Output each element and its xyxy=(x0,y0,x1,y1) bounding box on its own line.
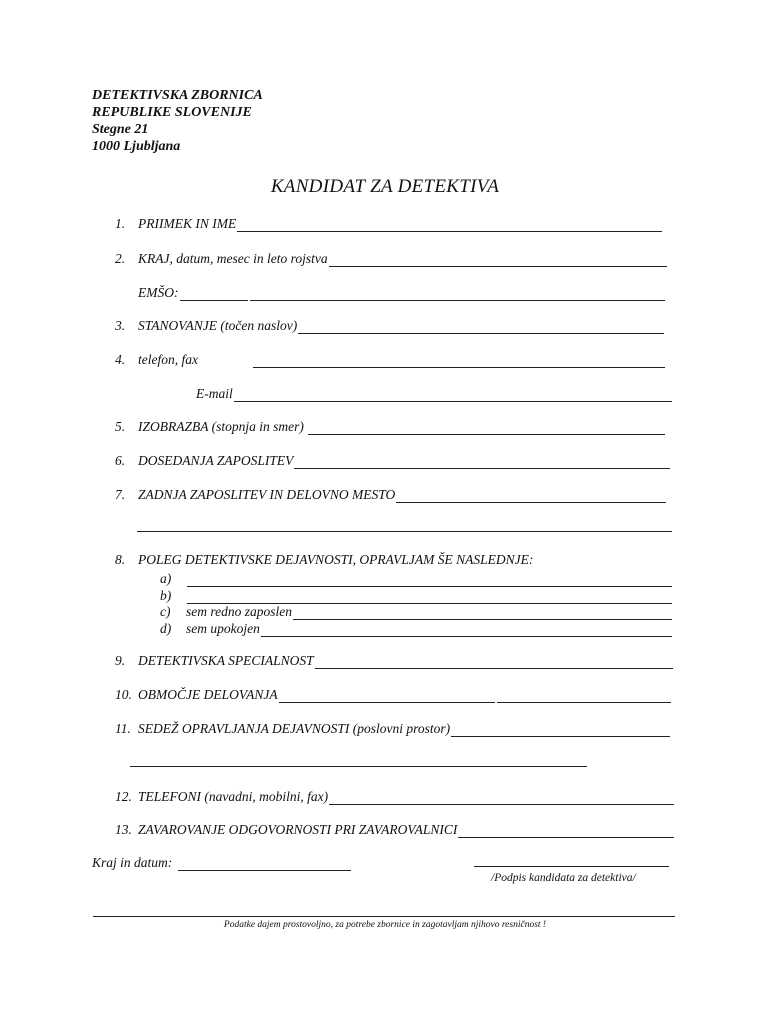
input-line[interactable] xyxy=(497,689,671,703)
input-line[interactable] xyxy=(308,421,665,435)
field-number: 10. xyxy=(115,687,132,702)
option-text: sem upokojen xyxy=(186,621,260,636)
org-street: Stegne 21 xyxy=(92,122,149,137)
input-line[interactable] xyxy=(234,388,672,402)
field-emso[interactable] xyxy=(138,283,665,301)
field-zavarovanje[interactable] xyxy=(115,820,674,838)
field-specialnost[interactable] xyxy=(115,651,673,669)
input-line[interactable] xyxy=(178,857,351,871)
form-title: KANDIDAT ZA DETEKTIVA xyxy=(270,176,500,197)
field-label: KRAJ, datum, mesec in leto rojstva xyxy=(138,251,328,266)
input-line[interactable] xyxy=(451,723,670,737)
org-name-line1: DETEKTIVSKA ZBORNICA xyxy=(92,88,263,103)
field-label: IZOBRAZBA (stopnja in smer) xyxy=(138,419,304,434)
field-rojstvo[interactable] xyxy=(115,249,667,267)
field-number: 6. xyxy=(115,453,126,468)
field-email[interactable] xyxy=(196,384,672,402)
input-line[interactable] xyxy=(261,623,672,637)
field-label: OBMOČJE DELOVANJA xyxy=(138,687,278,702)
option-letter: d) xyxy=(160,621,172,636)
input-line[interactable] xyxy=(237,218,662,232)
signature-line[interactable] xyxy=(474,866,669,867)
field-number: 12. xyxy=(115,789,132,804)
field-label: SEDEŽ OPRAVLJANJA DEJAVNOSTI (poslovni prostor) xyxy=(138,721,451,736)
field-label: telefon, fax xyxy=(138,352,198,367)
input-line-continuation[interactable] xyxy=(137,531,672,532)
input-line[interactable] xyxy=(396,489,666,503)
input-line-short[interactable] xyxy=(180,287,248,301)
field-number: 8. xyxy=(115,552,126,567)
field-label: EMŠO: xyxy=(138,285,179,300)
footer-divider xyxy=(93,916,675,917)
field-kraj-in-datum[interactable] xyxy=(92,853,351,871)
field-label: ZAVAROVANJE ODGOVORNOSTI PRI ZAVAROVALNICI xyxy=(138,822,458,837)
signature-caption: /Podpis kandidata za detektiva/ xyxy=(491,872,636,884)
input-line[interactable] xyxy=(329,791,674,805)
field-label: TELEFONI (navadni, mobilni, fax) xyxy=(138,789,329,804)
field-dosedanja-zaposlitev[interactable] xyxy=(115,451,670,469)
field-number: 2. xyxy=(115,251,126,266)
input-line[interactable] xyxy=(315,655,673,669)
input-line-continuation[interactable] xyxy=(130,766,587,767)
input-line[interactable] xyxy=(294,455,670,469)
field-label: Kraj in datum: xyxy=(92,855,173,870)
field-number: 11. xyxy=(115,721,131,736)
option-letter: a) xyxy=(160,571,172,586)
input-line[interactable] xyxy=(187,573,672,587)
input-line[interactable] xyxy=(250,287,666,301)
field-label: POLEG DETEKTIVSKE DEJAVNOSTI, OPRAVLJAM ŠE NASLEDNJE: xyxy=(138,552,534,567)
option-d[interactable] xyxy=(160,619,672,637)
field-number: 13. xyxy=(115,822,132,837)
field-stanovanje[interactable] xyxy=(115,316,664,334)
field-izobrazba[interactable] xyxy=(115,417,665,435)
input-line[interactable] xyxy=(298,320,664,334)
field-number: 1. xyxy=(115,216,126,231)
field-label: E-mail xyxy=(196,386,233,401)
field-label: PRIIMEK IN IME xyxy=(138,216,237,231)
field-label: ZADNJA ZAPOSLITEV IN DELOVNO MESTO xyxy=(138,487,396,502)
field-zadnja-zaposlitev[interactable] xyxy=(115,485,666,503)
option-letter: c) xyxy=(160,604,171,619)
field-number: 4. xyxy=(115,352,126,367)
org-name-line2: REPUBLIKE SLOVENIJE xyxy=(92,105,252,120)
field-telefoni[interactable] xyxy=(115,787,674,805)
field-number: 7. xyxy=(115,487,126,502)
option-letter: b) xyxy=(160,588,172,603)
field-label: DETEKTIVSKA SPECIALNOST xyxy=(138,653,314,668)
field-telefon-fax[interactable] xyxy=(115,350,665,368)
field-number: 3. xyxy=(115,318,126,333)
field-sedez-dejavnosti[interactable] xyxy=(115,719,670,737)
input-line[interactable] xyxy=(253,354,665,368)
field-number: 5. xyxy=(115,419,126,434)
field-number: 9. xyxy=(115,653,126,668)
option-a[interactable] xyxy=(160,569,672,587)
input-line[interactable] xyxy=(279,689,495,703)
input-line[interactable] xyxy=(293,606,672,620)
input-line[interactable] xyxy=(458,824,674,838)
option-text: sem redno zaposlen xyxy=(186,604,292,619)
field-label: DOSEDANJA ZAPOSLITEV xyxy=(138,453,294,468)
option-c[interactable] xyxy=(160,602,672,620)
field-priimek-in-ime[interactable] xyxy=(115,214,662,232)
org-city: 1000 Ljubljana xyxy=(92,139,181,154)
field-obmocje-delovanja[interactable] xyxy=(115,685,671,703)
input-line[interactable] xyxy=(329,253,667,267)
field-label: STANOVANJE (točen naslov) xyxy=(138,318,298,333)
footer-note: Podatke dajem prostovoljno, za potrebe zbornice in zagotavljam njihovo resničnost ! xyxy=(223,920,547,930)
field-poleg-dejavnosti xyxy=(115,550,675,568)
